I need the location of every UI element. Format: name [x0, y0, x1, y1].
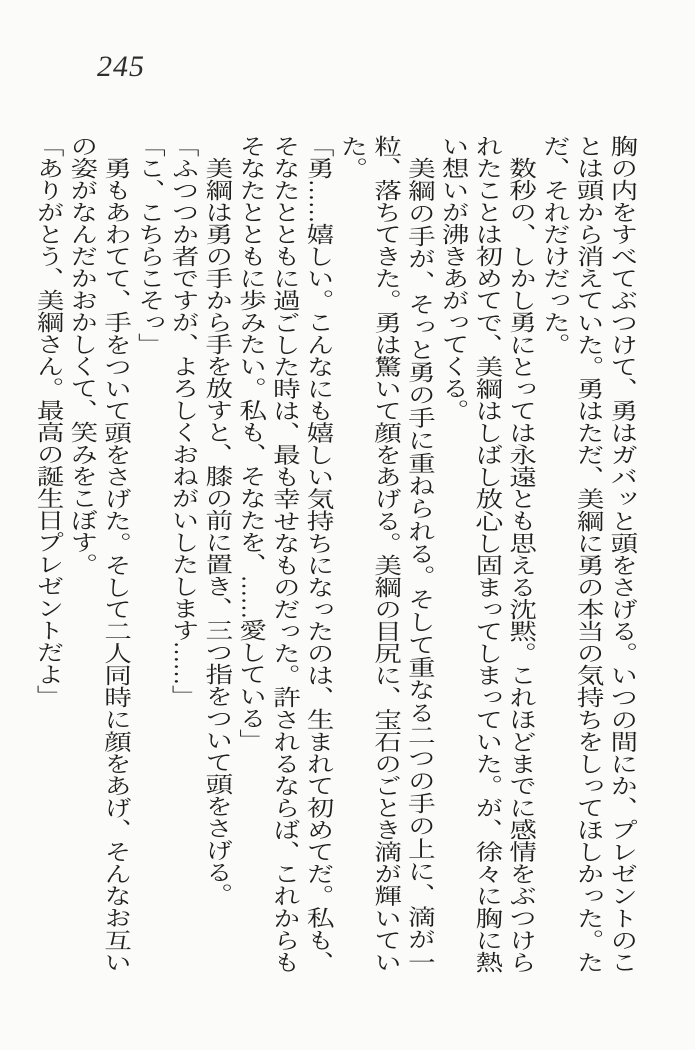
paragraph-dialogue: 「ふつつか者ですが、よろしくおねがいしたします……」 [168, 135, 200, 707]
paragraph-dialogue: 「ありがとう、美綱さん。最高の誕生日プレゼントだよ」 [33, 135, 65, 707]
paragraph: 胸の内をすべてぶつけて、勇はガバッと頭をさげる。いつの間にか、プレゼントのことは頭から消えていた。勇はただ、美綱に勇の本当の気持ちをしってほしかった。ただ、それだけだった。 [540, 135, 639, 973]
paragraph: 勇もあわてて、手をついて頭をさげた。そして二人同時に顔をあげ、そんなお互いの姿がなんだかおかしくて、笑みをこぼす。 [67, 135, 133, 973]
paragraph-dialogue: 「勇……嬉しい。こんなにも嬉しい気持ちになったのは、生まれて初めてだ。私も、そなたとともに過ごした時は、最も幸せなものだった。許されるならば、これからもそなたとともに歩みたい。私も、そなたを、……愛している」 [236, 135, 335, 974]
body-text [33, 135, 641, 974]
paragraph: 数秒の、しかし勇にとっては永遠とも思える沈黙。これほどまでに感情をぶつけられたことは初めてで、美綱はしばし放心し固まってしまっていた。が、徐々に胸に熱い想いが沸きあがってくる。 [438, 135, 538, 973]
paragraph-dialogue: 「こ、こちらこそっ」 [135, 135, 167, 355]
paragraph: 美綱は勇の手から手を放すと、膝の前に置き、三つ指をついて頭をさげる。 [202, 157, 234, 905]
paragraph: 美綱の手が、そっと勇の手に重ねられる。そして重なる二つの手の上に、滴が一粒、落ちてきた。勇は驚いて顔をあげる。美綱の目尻に、宝石のごとき滴が輝いていた。 [337, 135, 437, 974]
page-number: 245 [97, 50, 145, 83]
